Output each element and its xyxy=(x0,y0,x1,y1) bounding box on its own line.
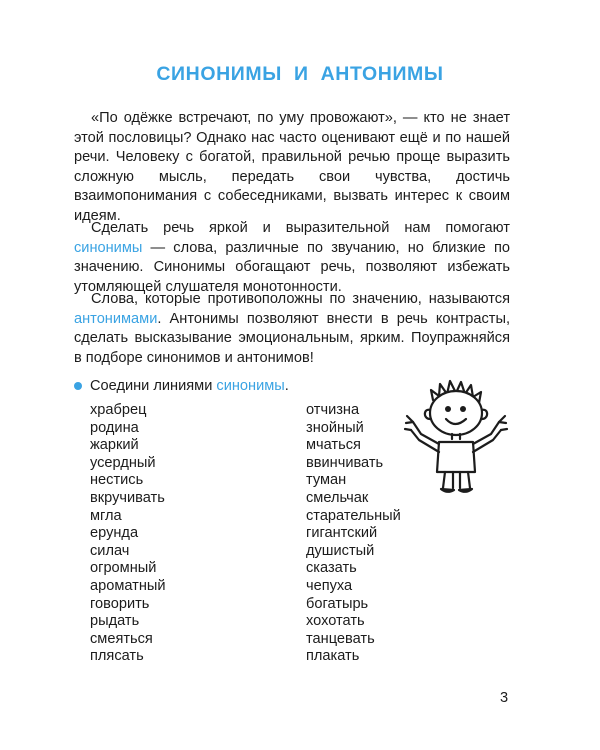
page-title: СИНОНИМЫ И АНТОНИМЫ xyxy=(156,63,444,85)
task-highlight: синонимы xyxy=(216,378,285,394)
antonyms-term: антонимами xyxy=(74,310,158,327)
right-word[interactable]: танцевать xyxy=(306,630,375,647)
antonyms-paragraph-start: Слова, которые противоположны по значению, называются xyxy=(91,291,510,307)
left-word[interactable]: вкручивать xyxy=(90,489,165,506)
intro-paragraph: «По одёжке встречают, по уму провожают», — кто не знает этой пословицы? Однако нас часто оценивают ещё и по нашей речи. Человеку с богатой, правильной речью проще выразить сложную мысль, передать свои чувства, достичь взаимопонимания с собеседниками, вызвать интерес к своим идеям. xyxy=(74,110,510,224)
right-word[interactable]: мчаться xyxy=(306,437,361,454)
right-word[interactable]: старательный xyxy=(306,507,401,524)
page-number: 3 xyxy=(500,690,509,706)
task-instruction-start: Соедини линиями xyxy=(90,378,217,394)
task-instruction xyxy=(90,376,289,396)
right-word[interactable]: богатырь xyxy=(306,595,369,612)
right-word[interactable]: смельчак xyxy=(306,489,369,506)
task-instruction-end: . xyxy=(284,378,289,394)
antonyms-paragraph-end: . Антонимы позволяют внести в речь контрасты, сделать высказывание эмоциональным, ярким. Поупражняйся в подборе синонимов и антонимов! xyxy=(74,310,510,366)
cartoon-boy-illustration xyxy=(403,372,513,498)
left-word[interactable]: ароматный xyxy=(90,577,166,594)
right-word[interactable]: ввинчивать xyxy=(306,454,384,471)
left-word[interactable]: родина xyxy=(90,419,139,436)
left-word[interactable]: нестись xyxy=(90,472,144,489)
right-word[interactable]: отчизна xyxy=(306,402,360,418)
right-word[interactable]: чепуха xyxy=(306,577,353,594)
right-word[interactable]: плакать xyxy=(306,648,360,665)
left-word[interactable]: ерунда xyxy=(90,525,139,542)
task-bullet-icon xyxy=(74,382,82,390)
left-word[interactable]: говорить xyxy=(90,595,150,612)
right-word[interactable]: сказать xyxy=(306,560,357,577)
left-word[interactable]: огромный xyxy=(90,560,157,577)
left-word[interactable]: жаркий xyxy=(90,437,139,454)
right-word[interactable]: гигантский xyxy=(306,525,378,542)
left-word[interactable]: усердный xyxy=(90,454,156,471)
left-word[interactable]: смеяться xyxy=(90,630,153,647)
synonyms-term: синонимы xyxy=(74,239,143,256)
left-word[interactable]: силач xyxy=(90,542,130,559)
left-word[interactable]: храбрец xyxy=(90,402,147,418)
right-word[interactable]: знойный xyxy=(306,419,364,436)
synonyms-paragraph-end: — слова, различные по звучанию, но близкие по значению. Синонимы обогащают речь, позволяют избежать утомляющей слушателя монотонности. xyxy=(74,239,510,295)
left-word-list xyxy=(90,402,166,666)
left-word[interactable]: плясать xyxy=(90,648,144,665)
synonyms-paragraph-start: Сделать речь яркой и выразительной нам помогают xyxy=(91,220,510,236)
right-word-list xyxy=(306,402,401,666)
right-word[interactable]: душистый xyxy=(306,542,375,559)
right-word[interactable]: туман xyxy=(306,472,347,489)
antonyms-paragraph xyxy=(74,290,510,368)
right-word[interactable]: хохотать xyxy=(306,613,365,630)
left-word[interactable]: мгла xyxy=(90,507,122,524)
left-word[interactable]: рыдать xyxy=(90,613,140,630)
synonyms-paragraph xyxy=(74,219,510,297)
